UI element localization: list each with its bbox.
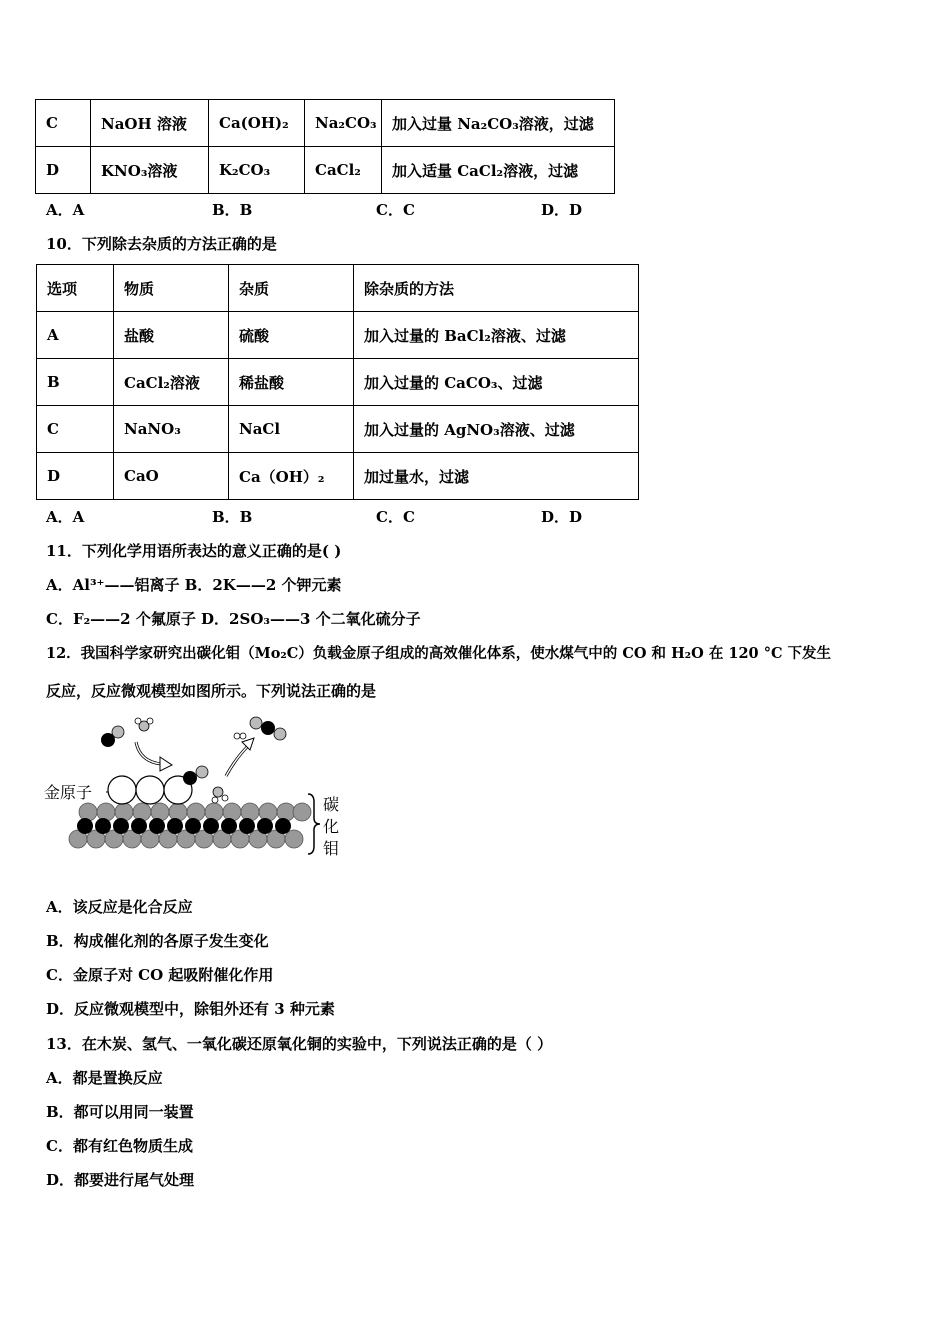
table-row <box>37 453 639 500</box>
question13-option-d: D．都要进行尾气处理 <box>46 1171 195 1189</box>
table-cell: 稀盐酸 <box>229 359 354 406</box>
table-cell: 盐酸 <box>114 312 229 359</box>
question10-stem: 10．下列除去杂质的方法正确的是 <box>46 235 277 253</box>
table-cell: CaCl₂ <box>305 147 382 194</box>
mo2c-label-1: 碳 <box>323 795 340 814</box>
table-header-row <box>37 265 639 312</box>
table-cell: C <box>37 406 114 453</box>
table-cell: Ca（OH）₂ <box>229 453 354 500</box>
table-cell: 加入适量 CaCl₂溶液，过滤 <box>382 147 615 194</box>
outgoing-co2-oxygen <box>250 717 262 729</box>
table-cell: 加入过量的 BaCl₂溶液、过滤 <box>354 312 639 359</box>
question11-stem: 11．下列化学用语所表达的意义正确的是( ) <box>46 542 342 560</box>
carbon-atom <box>183 771 197 785</box>
table-cell: KNO₃溶液 <box>91 147 209 194</box>
table-cell: 加入过量 Na₂CO₃溶液，过滤 <box>382 100 615 147</box>
header-cell: 杂质 <box>229 265 354 312</box>
in-arrow-inner <box>136 742 162 764</box>
table-cell: Na₂CO₃ <box>305 100 382 147</box>
catalysis-micro-model-figure <box>40 712 350 866</box>
question13-option-b: B．都可以用同一装置 <box>46 1103 194 1121</box>
option-c: C．C <box>376 508 415 526</box>
question13-stem: 13．在木炭、氢气、一氧化碳还原氧化铜的实验中，下列说法正确的是（ ） <box>46 1035 553 1053</box>
gold-atom-label: 金原子 <box>44 783 93 802</box>
mo2c-label-2: 化 <box>323 817 340 836</box>
option-c: C．C <box>376 201 415 219</box>
outgoing-hydrogen <box>240 733 246 739</box>
water-hydrogen <box>212 797 218 803</box>
incoming-water-hydrogen <box>135 718 141 724</box>
in-arrow-head <box>160 757 172 771</box>
table-row <box>37 406 639 453</box>
table-cell: CaCl₂溶液 <box>114 359 229 406</box>
table-cell: B <box>37 359 114 406</box>
option-b: B．B <box>212 508 253 526</box>
incoming-water-hydrogen <box>147 718 153 724</box>
question12-option-a: A．该反应是化合反应 <box>46 898 193 916</box>
question11-options-ab: A．Al³⁺——铝离子 B．2K——2 个钾元素 <box>46 576 342 594</box>
table-cell: Ca(OH)₂ <box>209 100 305 147</box>
incoming-co-oxygen <box>112 726 124 738</box>
option-d: D．D <box>541 508 583 526</box>
table-cell: NaNO₃ <box>114 406 229 453</box>
table-cell: C <box>36 100 91 147</box>
option-a: A．A <box>46 201 85 219</box>
table-cell: D <box>36 147 91 194</box>
table-row <box>37 359 639 406</box>
question10-table <box>36 264 639 500</box>
question12-stem-line1: 12．我国科学家研究出碳化钼（Mo₂C）负载金原子组成的高效催化体系，使水煤气中的 CO 和 H₂O 在 120 °C 下发生 <box>46 645 832 662</box>
question12-option-c: C．金原子对 CO 起吸附催化作用 <box>46 966 274 984</box>
option-a: A．A <box>46 508 85 526</box>
table-row <box>36 147 615 194</box>
question12-option-b: B．构成催化剂的各原子发生变化 <box>46 932 269 950</box>
question11-options-cd: C．F₂——2 个氟原子 D．2SO₃——3 个二氧化硫分子 <box>46 610 421 628</box>
table-cell: NaCl <box>229 406 354 453</box>
table-cell: D <box>37 453 114 500</box>
table-cell: CaO <box>114 453 229 500</box>
outgoing-co2-oxygen <box>274 728 286 740</box>
table-cell: 加入过量的 CaCO₃、过滤 <box>354 359 639 406</box>
out-arrow-head <box>242 738 254 750</box>
outgoing-co2-carbon <box>261 721 275 735</box>
table-row <box>37 312 639 359</box>
question12-option-d: D．反应微观模型中，除钼外还有 3 种元素 <box>46 1000 335 1018</box>
gold-atoms <box>108 776 192 804</box>
question13-option-a: A．都是置换反应 <box>46 1069 163 1087</box>
header-cell: 选项 <box>37 265 114 312</box>
table-cell: K₂CO₃ <box>209 147 305 194</box>
table-cell: A <box>37 312 114 359</box>
outgoing-hydrogen <box>234 733 240 739</box>
oxygen-atom <box>196 766 208 778</box>
table-cell: 硫酸 <box>229 312 354 359</box>
question12-stem-line2: 反应，反应微观模型如图所示。下列说法正确的是 <box>46 682 377 700</box>
header-cell: 物质 <box>114 265 229 312</box>
option-b: B．B <box>212 201 253 219</box>
table-cell: NaOH 溶液 <box>91 100 209 147</box>
bracket <box>308 794 320 854</box>
question9-table <box>35 99 615 194</box>
header-cell: 除杂质的方法 <box>354 265 639 312</box>
table-row <box>36 100 615 147</box>
table-cell: 加过量水，过滤 <box>354 453 639 500</box>
table-cell: 加入过量的 AgNO₃溶液、过滤 <box>354 406 639 453</box>
micro-model-svg <box>40 712 350 862</box>
question13-option-c: C．都有红色物质生成 <box>46 1137 193 1155</box>
water-oxygen <box>213 787 223 797</box>
mo2c-label-3: 钼 <box>323 839 340 858</box>
water-hydrogen <box>222 795 228 801</box>
option-d: D．D <box>541 201 583 219</box>
